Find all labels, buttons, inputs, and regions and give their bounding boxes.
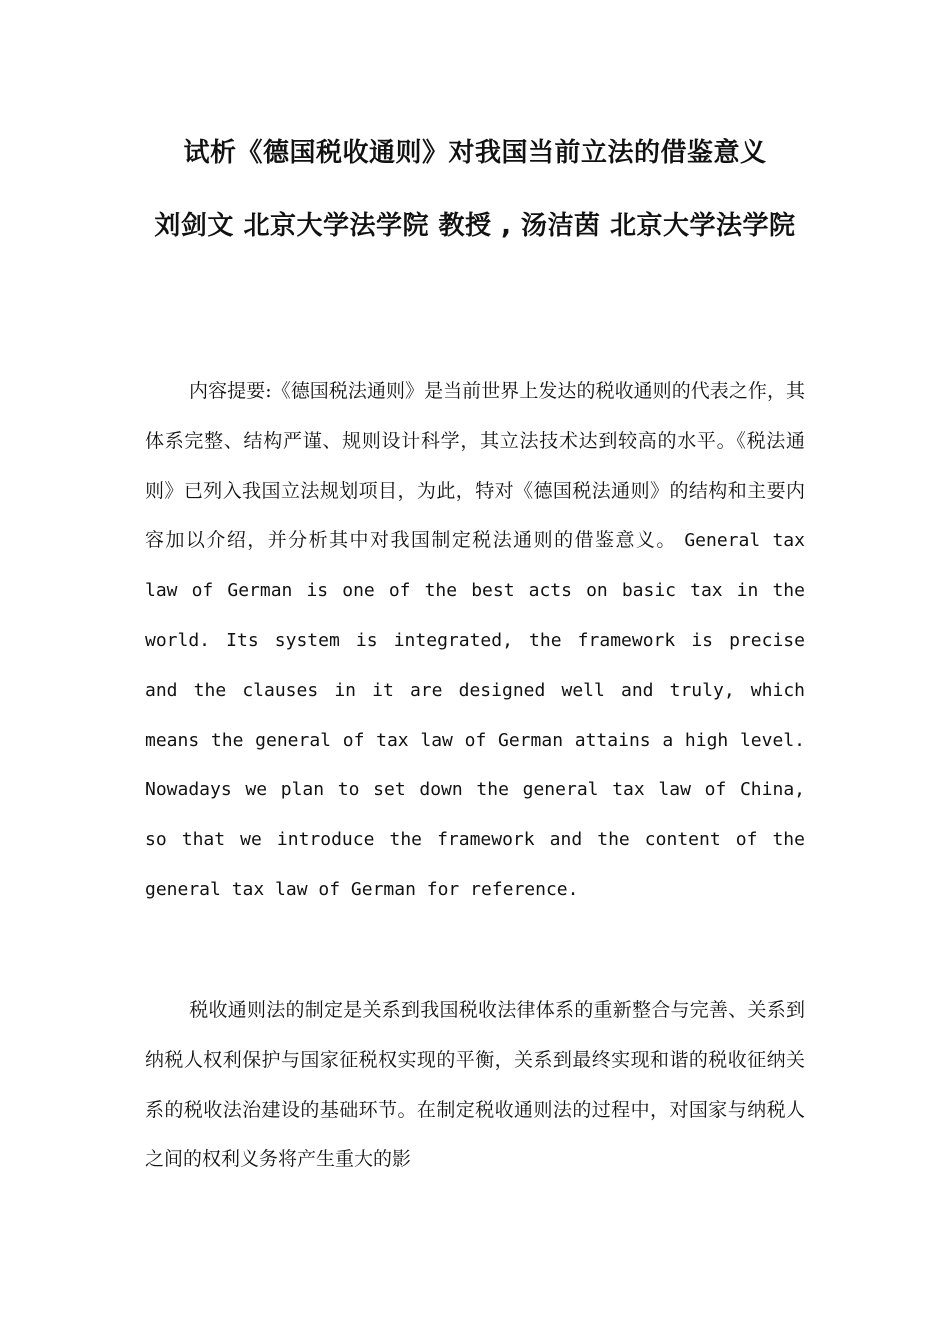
body-paragraph (145, 986, 805, 1185)
body-paragraph-text: 税收通则法的制定是关系到我国税收法律体系的重新整合与完善、关系到纳税人权利保护与国家征税权实现的平衡，关系到最终实现和谐的税收征纳关系的税收法治建设的基础环节。在制定税收通则法的过程中，对国家与纳税人之间的权利义务将产生重大的影 (145, 999, 805, 1171)
abstract-paragraph (145, 367, 805, 915)
author-line: 刘剑文 北京大学法学院 教授 , 汤洁茵 北京大学法学院 (154, 211, 796, 241)
document-title: 试析《德国税收通则》对我国当前立法的借鉴意义 (183, 138, 767, 168)
abstract-chinese-text: 《德国税法通则》是当前世界上发达的税收通则的代表之作，其体系完整、结构严谨、规则设计科学，其立法技术达到较高的水平。《税法通则》已列入我国立法规划项目，为此，特对《德国税法通则》的结构和主要内容加以介绍，并分析其中对我国制定税法通则的借鉴意义。 (145, 380, 805, 552)
abstract-english-text: General tax law of German is one of the best acts on basic tax in the world. Its system is integrated, the framework is precise and the clauses in it are designed well and truly, which means the general of tax law of German attains a high level. Nowadays we plan to set down the general tax law of China, so that we introduce the framework and the content of the general tax law of German for reference. (145, 530, 805, 900)
abstract-label: 内容提要: (189, 380, 272, 402)
